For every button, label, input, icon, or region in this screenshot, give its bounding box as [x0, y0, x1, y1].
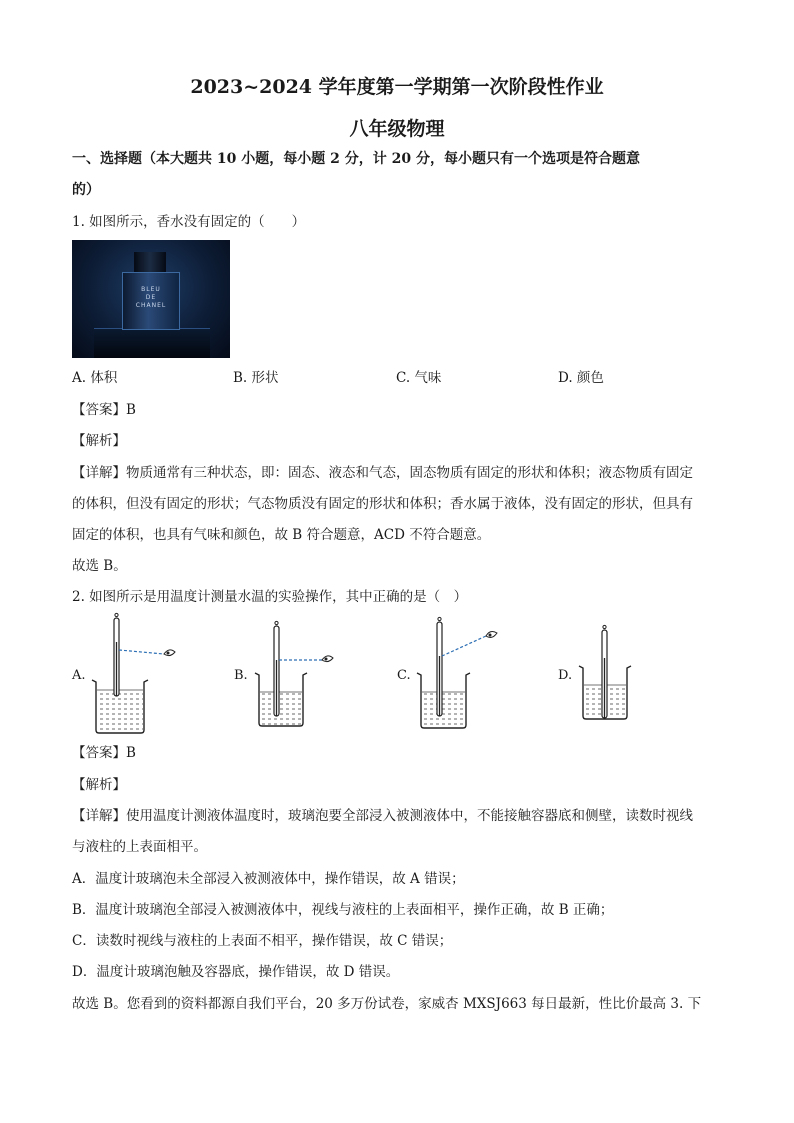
sightline-c — [442, 636, 486, 656]
q2-answer: 【答案】B — [72, 745, 136, 761]
q2-explain-d: D．温度计玻璃泡触及容器底，操作错误，故 D 错误。 — [72, 964, 400, 980]
figure-c-label: C. — [397, 668, 411, 683]
question-2-stem: 2. 如图所示是用温度计测量水温的实验操作，其中正确的是（ ） — [72, 589, 468, 605]
thermometer-d — [602, 625, 607, 718]
paper-subtitle: 八年级物理 — [349, 118, 445, 140]
bottle-label-line3: CHANEL — [135, 302, 167, 309]
question-1-stem: 1. 如图所示，香水没有固定的（ ） — [72, 214, 306, 230]
figure-c — [397, 617, 497, 728]
beaker-a — [92, 680, 148, 733]
section-heading-line1: 一、选择题（本大题共 10 小题，每小题 2 分，计 20 分，每小题只有一个选项是符合题意 — [72, 151, 640, 167]
bottle-label — [122, 286, 180, 310]
bottle-label-line2: DE — [145, 294, 157, 301]
q2-detail-line2: 与液柱的上表面相平。 — [72, 839, 207, 855]
thermometer-figures — [64, 612, 744, 740]
thermometer-a — [114, 613, 119, 696]
q2-conclusion: 故选 B。您看到的资料都源自我们平台，20 多万份试卷，家威杏 MXSJ663 每日最新，性比价最高 3. 下 — [72, 996, 702, 1012]
perfume-bottle-image — [72, 240, 230, 358]
q1-detail-line3: 固定的体积，也具有气味和颜色，故 B 符合题意，ACD 不符合题意。 — [72, 527, 491, 543]
figure-a — [71, 613, 175, 733]
eye-c-icon — [486, 632, 497, 638]
figure-d-label: D. — [558, 668, 573, 683]
paper-title: 2023~2024 学年度第一学期第一次阶段性作业 — [190, 76, 604, 98]
q1-detail-line2: 的体积，但没有固定的形状；气态物质没有固定的形状和体积；香水属于液体，没有固定的形状，但具有 — [72, 496, 693, 512]
q2-explain-c: C．读数时视线与液柱的上表面不相平，操作错误，故 C 错误； — [72, 933, 453, 949]
figure-b-label: B. — [234, 668, 248, 683]
q1-detail-line1: 【详解】物质通常有三种状态，即：固态、液态和气态，固态物质有固定的形状和体积；液态物质有固定 — [72, 465, 693, 481]
bottle-cap — [134, 252, 166, 272]
bottle-label-line1: BLEU — [141, 286, 161, 293]
q1-answer: 【答案】B — [72, 402, 136, 418]
thermometer-b — [274, 621, 279, 716]
eye-a-icon — [164, 650, 175, 656]
q2-explain-b: B．温度计玻璃泡全部浸入被测液体中，视线与液柱的上表面相平，操作正确，故 B 正确； — [72, 902, 614, 918]
section-heading-line2: 的） — [72, 182, 100, 198]
q1-conclusion: 故选 B。 — [72, 558, 127, 574]
eye-b-icon — [322, 656, 333, 662]
q2-analysis-heading: 【解析】 — [72, 777, 126, 793]
pedestal — [94, 328, 210, 358]
sightline-a — [119, 650, 164, 654]
figure-b — [234, 621, 333, 726]
q2-explain-a: A．温度计玻璃泡未全部浸入被测液体中，操作错误，故 A 错误； — [72, 871, 465, 887]
q1-option-d: D. 颜色 — [558, 370, 604, 386]
beaker-c — [417, 673, 470, 728]
thermometer-c — [437, 617, 442, 716]
q1-option-a: A. 体积 — [72, 370, 118, 386]
beaker-b — [255, 673, 307, 726]
q1-option-b: B. 形状 — [233, 370, 279, 386]
q2-detail-line1: 【详解】使用温度计测液体温度时，玻璃泡要全部浸入被测液体中，不能接触容器底和侧壁，读数时视线 — [72, 808, 693, 824]
figure-a-label: A. — [72, 668, 86, 683]
q1-analysis-heading: 【解析】 — [72, 433, 126, 449]
q1-option-c: C. 气味 — [396, 370, 442, 386]
figure-d — [558, 625, 631, 719]
